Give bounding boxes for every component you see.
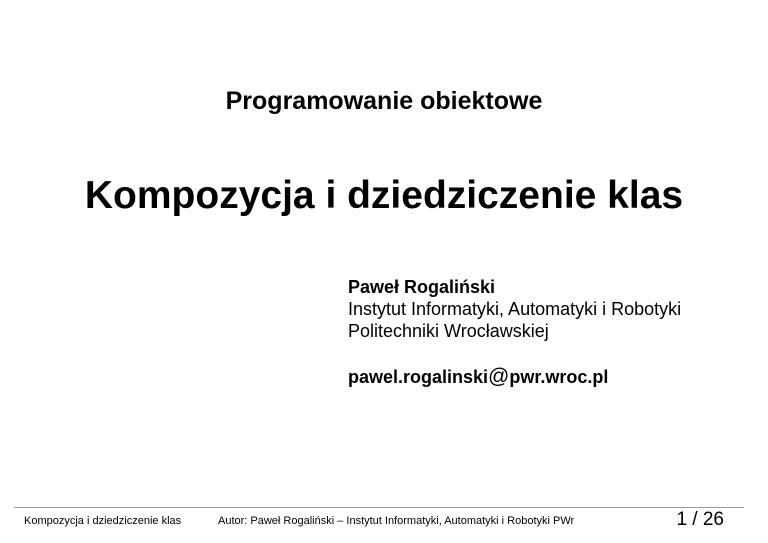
page-number: 1 / 26 [676,509,724,530]
email-domain: pwr.wroc.pl [509,367,609,387]
footer-topic: Kompozycja i dziedziczenie klas [24,515,182,527]
author-block [348,276,758,342]
affiliation-line-1: Instytut Informatyki, Automatyki i Robotyki [348,299,682,319]
email-at-sign: @ [488,365,510,388]
footer-divider [14,507,744,508]
course-title: Programowanie obiektowe [225,87,543,115]
footer-author: Autor: Paweł Rogaliński – Instytut Informatyki, Automatyki i Robotyki PWr [218,515,575,527]
author-email [348,365,608,389]
affiliation-line-2: Politechniki Wrocławskiej [348,321,549,341]
slide-title: Kompozycja i dziedziczenie klas [84,174,684,217]
author-name: Paweł Rogaliński [348,277,496,297]
email-user: pawel.rogalinski [348,367,489,387]
